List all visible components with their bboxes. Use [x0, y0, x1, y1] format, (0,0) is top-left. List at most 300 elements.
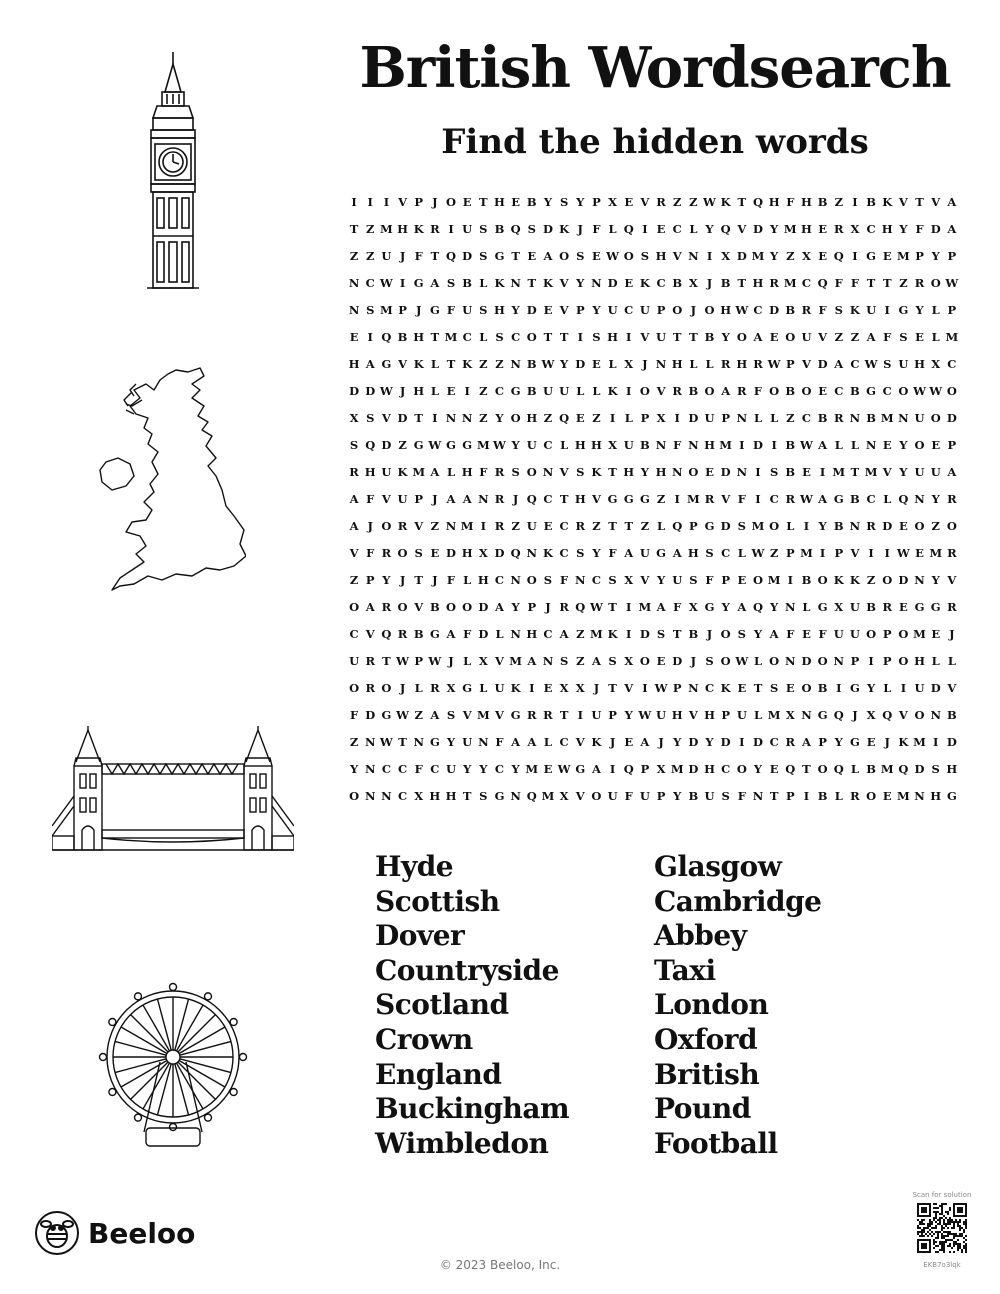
grid-letter: O — [381, 518, 392, 533]
grid-letter: G — [607, 491, 618, 506]
grid-letter: T — [559, 491, 569, 506]
grid-letter: Z — [786, 248, 795, 263]
grid-letter: N — [655, 356, 667, 371]
grid-letter: Q — [381, 329, 392, 344]
grid-letter: Z — [689, 194, 698, 209]
grid-letter: T — [737, 194, 747, 209]
grid-letter: X — [656, 761, 666, 776]
word-item: Pound — [654, 1092, 751, 1126]
grid-letter: F — [818, 626, 827, 641]
grid-letter: W — [735, 302, 749, 317]
grid-letter: V — [672, 248, 682, 263]
grid-letter: V — [495, 707, 504, 722]
grid-letter: H — [477, 572, 489, 587]
grid-letter: A — [559, 626, 569, 641]
grid-letter: X — [688, 275, 698, 290]
word-item: Football — [654, 1126, 778, 1160]
grid-letter: I — [803, 788, 810, 803]
grid-letter: O — [704, 383, 715, 398]
grid-letter: V — [559, 464, 569, 479]
grid-row — [346, 620, 960, 647]
grid-letter: J — [949, 626, 955, 641]
grid-letter: E — [592, 356, 601, 371]
grid-letter: K — [720, 680, 731, 695]
grid-letter: V — [931, 194, 941, 209]
grid-letter: A — [349, 518, 359, 533]
grid-letter: D — [349, 383, 360, 398]
grid-letter: Z — [656, 491, 666, 506]
grid-letter: Y — [931, 491, 940, 506]
grid-letter: Q — [559, 410, 570, 425]
grid-letter: D — [607, 275, 618, 290]
grid-letter: H — [655, 464, 667, 479]
grid-letter: I — [464, 383, 470, 398]
grid-letter: Z — [479, 410, 488, 425]
grid-letter: S — [608, 653, 617, 668]
grid-letter: E — [882, 788, 892, 803]
grid-letter: A — [721, 383, 731, 398]
grid-letter: L — [479, 329, 488, 344]
grid-letter: K — [720, 194, 731, 209]
grid-letter: W — [703, 194, 716, 209]
grid-letter: D — [381, 437, 392, 452]
grid-letter: I — [868, 545, 874, 560]
grid-letter: N — [542, 464, 554, 479]
grid-letter: Z — [495, 356, 504, 371]
grid-letter: V — [656, 383, 666, 398]
grid-letter: A — [818, 491, 828, 506]
grid-letter: D — [801, 653, 812, 668]
grid-letter: I — [819, 545, 826, 560]
grid-letter: P — [365, 572, 375, 587]
grid-letter: I — [884, 545, 890, 560]
grid-letter: Y — [705, 734, 714, 749]
grid-letter: H — [946, 761, 958, 776]
grid-letter: V — [818, 329, 828, 344]
grid-letter: Y — [382, 572, 391, 587]
grid-letter: S — [446, 707, 456, 722]
grid-letter: P — [834, 545, 844, 560]
grid-letter: L — [931, 653, 940, 668]
grid-letter: J — [577, 221, 583, 236]
grid-letter: C — [672, 221, 682, 236]
grid-letter: A — [640, 734, 650, 749]
grid-letter: A — [349, 491, 359, 506]
grid-letter: N — [364, 761, 376, 776]
grid-letter: Y — [931, 248, 940, 263]
grid-letter: J — [706, 275, 713, 290]
grid-letter: B — [866, 410, 876, 425]
grid-letter: J — [432, 194, 438, 209]
grid-letter: Q — [898, 491, 909, 506]
grid-letter: E — [785, 680, 795, 695]
grid-letter: N — [413, 734, 424, 749]
grid-letter: F — [463, 626, 472, 641]
grid-letter: X — [834, 599, 844, 614]
qr-caption: Scan for solution — [912, 1191, 972, 1199]
grid-letter: E — [446, 383, 456, 398]
grid-letter: P — [414, 491, 424, 506]
grid-letter: Y — [673, 788, 682, 803]
grid-letter: R — [672, 383, 682, 398]
grid-letter: H — [364, 464, 376, 479]
grid-letter: P — [414, 194, 424, 209]
grid-letter: O — [526, 464, 537, 479]
grid-letter: V — [398, 194, 408, 209]
grid-letter: H — [655, 248, 667, 263]
grid-letter: B — [817, 788, 828, 803]
grid-letter: D — [365, 383, 376, 398]
grid-letter: R — [381, 599, 392, 614]
grid-letter: I — [852, 248, 858, 263]
grid-letter: L — [479, 275, 488, 290]
grid-row — [346, 431, 960, 458]
word-item: Scotland — [375, 988, 509, 1022]
grid-letter: T — [624, 518, 634, 533]
grid-letter: L — [705, 356, 714, 371]
grid-letter: W — [929, 383, 943, 398]
grid-letter: I — [803, 518, 810, 533]
grid-letter: R — [785, 734, 796, 749]
grid-letter: B — [413, 626, 424, 641]
grid-letter: I — [626, 329, 632, 344]
grid-letter: V — [898, 194, 908, 209]
grid-letter: O — [752, 572, 763, 587]
grid-letter: I — [626, 383, 632, 398]
grid-letter: C — [866, 221, 876, 236]
grid-letter: C — [656, 275, 666, 290]
grid-letter: E — [769, 761, 779, 776]
grid-letter: C — [430, 761, 440, 776]
grid-letter: R — [785, 491, 796, 506]
grid-letter: U — [833, 626, 844, 641]
grid-letter: P — [398, 302, 407, 317]
grid-letter: H — [801, 194, 812, 209]
grid-letter: S — [689, 572, 698, 587]
grid-letter: E — [737, 572, 747, 587]
grid-letter: J — [593, 680, 600, 695]
grid-letter: Y — [753, 761, 763, 776]
grid-letter: E — [737, 680, 747, 695]
grid-letter: W — [379, 734, 393, 749]
grid-letter: V — [575, 788, 585, 803]
grid-letter: D — [688, 410, 699, 425]
grid-letter: C — [462, 329, 472, 344]
grid-letter: F — [705, 572, 714, 587]
grid-letter: C — [721, 545, 731, 560]
grid-letter: L — [931, 302, 940, 317]
grid-letter: H — [494, 194, 505, 209]
grid-letter: W — [379, 275, 393, 290]
word-item: Buckingham — [375, 1092, 570, 1126]
word-item: Cambridge — [654, 884, 822, 918]
grid-letter: T — [430, 329, 440, 344]
grid-letter: B — [866, 761, 876, 776]
grid-letter: B — [688, 626, 699, 641]
grid-letter: L — [446, 464, 456, 479]
grid-letter: M — [913, 734, 926, 749]
grid-letter: P — [947, 248, 957, 263]
grid-letter: Y — [592, 545, 601, 560]
grid-letter: Q — [510, 545, 521, 560]
grid-letter: W — [379, 383, 393, 398]
grid-letter: E — [882, 437, 892, 452]
grid-letter: W — [557, 761, 571, 776]
grid-letter: B — [785, 437, 796, 452]
grid-letter: Y — [915, 302, 924, 317]
grid-letter: C — [494, 761, 505, 776]
grid-letter: E — [592, 248, 601, 263]
grid-letter: C — [397, 761, 408, 776]
grid-letter: G — [575, 761, 586, 776]
grid-letter: R — [882, 599, 893, 614]
grid-letter: G — [429, 626, 440, 641]
grid-letter: N — [898, 410, 909, 425]
grid-letter: G — [429, 734, 440, 749]
grid-row — [346, 782, 960, 809]
grid-letter: I — [755, 464, 761, 479]
grid-letter: L — [463, 572, 472, 587]
grid-letter: O — [930, 275, 941, 290]
word-grid — [346, 188, 960, 809]
grid-letter: T — [446, 356, 456, 371]
grid-letter: O — [381, 680, 392, 695]
grid-letter: R — [833, 221, 844, 236]
grid-letter: E — [915, 329, 924, 344]
grid-letter: T — [608, 599, 617, 614]
grid-letter: R — [947, 599, 957, 614]
grid-letter: B — [866, 599, 876, 614]
grid-letter: B — [672, 275, 683, 290]
grid-letter: C — [801, 410, 812, 425]
grid-letter: J — [609, 734, 616, 749]
grid-letter: E — [430, 545, 440, 560]
grid-letter: L — [463, 653, 472, 668]
grid-letter: L — [753, 707, 763, 722]
grid-letter: T — [414, 572, 423, 587]
grid-letter: L — [624, 410, 633, 425]
grid-letter: H — [704, 437, 715, 452]
grid-letter: S — [414, 545, 423, 560]
grid-letter: H — [413, 329, 425, 344]
grid-letter: R — [494, 491, 505, 506]
grid-letter: D — [575, 356, 586, 371]
grid-letter: Y — [899, 437, 908, 452]
grid-letter: Q — [526, 788, 537, 803]
grid-letter: P — [785, 788, 795, 803]
grid-letter: H — [623, 464, 635, 479]
grid-letter: P — [575, 302, 585, 317]
grid-letter: U — [526, 437, 537, 452]
grid-letter: R — [494, 464, 505, 479]
grid-letter: O — [397, 599, 408, 614]
grid-row — [346, 512, 960, 539]
grid-letter: T — [511, 248, 520, 263]
grid-letter: F — [624, 788, 633, 803]
grid-letter: Y — [721, 329, 730, 344]
grid-letter: F — [414, 761, 423, 776]
grid-letter: V — [898, 707, 908, 722]
grid-letter: Y — [866, 680, 876, 695]
grid-letter: U — [462, 734, 473, 749]
grid-letter: D — [526, 302, 537, 317]
grid-letter: N — [445, 410, 457, 425]
grid-letter: M — [590, 626, 603, 641]
grid-letter: N — [736, 410, 748, 425]
grid-letter: O — [349, 599, 360, 614]
grid-letter: B — [817, 194, 828, 209]
grid-letter: U — [898, 356, 909, 371]
grid-letter: F — [446, 572, 456, 587]
grid-letter: G — [866, 383, 876, 398]
grid-letter: R — [349, 464, 359, 479]
grid-letter: L — [786, 518, 795, 533]
grid-letter: S — [883, 356, 892, 371]
grid-letter: A — [753, 329, 763, 344]
grid-letter: M — [444, 329, 458, 344]
grid-letter: I — [884, 302, 890, 317]
grid-letter: X — [624, 653, 634, 668]
grid-letter: T — [802, 761, 811, 776]
grid-letter: R — [801, 302, 812, 317]
grid-letter: Z — [479, 383, 488, 398]
grid-letter: J — [432, 572, 438, 587]
grid-letter: M — [897, 788, 910, 803]
grid-letter: R — [753, 356, 763, 371]
grid-letter: S — [656, 626, 666, 641]
grid-letter: P — [818, 734, 827, 749]
grid-letter: E — [866, 734, 876, 749]
grid-letter: J — [448, 653, 454, 668]
word-item: London — [654, 988, 769, 1022]
grid-letter: I — [900, 680, 907, 695]
grid-letter: D — [752, 734, 763, 749]
grid-letter: E — [818, 221, 827, 236]
grid-letter: D — [946, 734, 957, 749]
grid-letter: U — [914, 410, 925, 425]
grid-letter: Z — [576, 653, 585, 668]
grid-letter: H — [397, 221, 408, 236]
grid-letter: P — [785, 545, 795, 560]
grid-letter: H — [607, 329, 619, 344]
grid-letter: N — [688, 248, 699, 263]
grid-letter: O — [898, 653, 909, 668]
grid-letter: K — [849, 302, 860, 317]
grid-letter: I — [868, 653, 874, 668]
grid-letter: S — [479, 221, 488, 236]
grid-letter: O — [946, 518, 957, 533]
grid-letter: G — [510, 383, 521, 398]
grid-letter: I — [432, 410, 438, 425]
grid-letter: R — [866, 518, 876, 533]
grid-letter: J — [415, 302, 422, 317]
grid-letter: C — [349, 626, 359, 641]
grid-letter: Z — [366, 248, 375, 263]
grid-letter: E — [931, 626, 941, 641]
grid-letter: J — [642, 356, 648, 371]
grid-letter: I — [706, 248, 713, 263]
grid-letter: M — [412, 464, 426, 479]
grid-letter: Z — [576, 626, 585, 641]
grid-letter: W — [541, 356, 555, 371]
grid-letter: O — [639, 383, 650, 398]
grid-letter: N — [348, 302, 360, 317]
grid-letter: Q — [882, 707, 893, 722]
grid-letter: N — [655, 437, 667, 452]
grid-letter: I — [609, 761, 616, 776]
word-item: Glasgow — [654, 850, 782, 883]
grid-letter: C — [543, 437, 553, 452]
grid-letter: X — [688, 599, 698, 614]
uk-map-icon — [96, 366, 246, 598]
grid-letter: M — [929, 545, 943, 560]
grid-letter: S — [769, 680, 779, 695]
grid-letter: Q — [898, 761, 909, 776]
word-item: Dover — [375, 919, 465, 953]
grid-letter: V — [398, 356, 408, 371]
grid-letter: U — [672, 572, 683, 587]
grid-letter: Q — [752, 599, 763, 614]
grid-letter: Y — [640, 464, 649, 479]
grid-letter: A — [769, 626, 779, 641]
grid-letter: N — [833, 653, 845, 668]
grid-row — [346, 188, 960, 215]
grid-letter: D — [914, 761, 925, 776]
grid-letter: B — [866, 194, 876, 209]
grid-letter: U — [559, 383, 570, 398]
grid-letter: H — [494, 302, 505, 317]
grid-letter: O — [446, 599, 457, 614]
grid-letter: N — [542, 653, 554, 668]
grid-letter: H — [429, 788, 441, 803]
grid-letter: F — [673, 437, 682, 452]
grid-row — [346, 485, 960, 512]
grid-letter: H — [348, 356, 360, 371]
grid-letter: B — [429, 599, 440, 614]
grid-letter: C — [365, 275, 375, 290]
grid-letter: N — [461, 410, 473, 425]
grid-letter: A — [866, 329, 876, 344]
grid-letter: J — [367, 518, 373, 533]
grid-letter: E — [915, 545, 924, 560]
grid-letter: N — [575, 572, 586, 587]
grid-letter: Y — [624, 707, 633, 722]
grid-letter: G — [381, 707, 392, 722]
grid-letter: Y — [770, 599, 779, 614]
grid-letter: V — [559, 302, 569, 317]
grid-letter: L — [883, 680, 892, 695]
grid-letter: O — [526, 329, 537, 344]
grid-letter: E — [656, 221, 666, 236]
grid-letter: Z — [850, 329, 860, 344]
grid-letter: C — [850, 356, 860, 371]
grid-letter: Y — [899, 221, 908, 236]
grid-letter: C — [769, 734, 779, 749]
grid-letter: S — [479, 302, 488, 317]
grid-letter: V — [721, 491, 731, 506]
grid-letter: V — [947, 572, 957, 587]
grid-letter: H — [671, 356, 683, 371]
grid-letter: I — [351, 194, 357, 209]
grid-letter: D — [688, 734, 699, 749]
grid-letter: B — [817, 680, 828, 695]
grid-letter: C — [511, 329, 521, 344]
grid-letter: A — [672, 545, 682, 560]
grid-letter: W — [589, 599, 603, 614]
grid-letter: D — [494, 545, 505, 560]
grid-letter: H — [590, 437, 602, 452]
grid-letter: V — [559, 275, 569, 290]
